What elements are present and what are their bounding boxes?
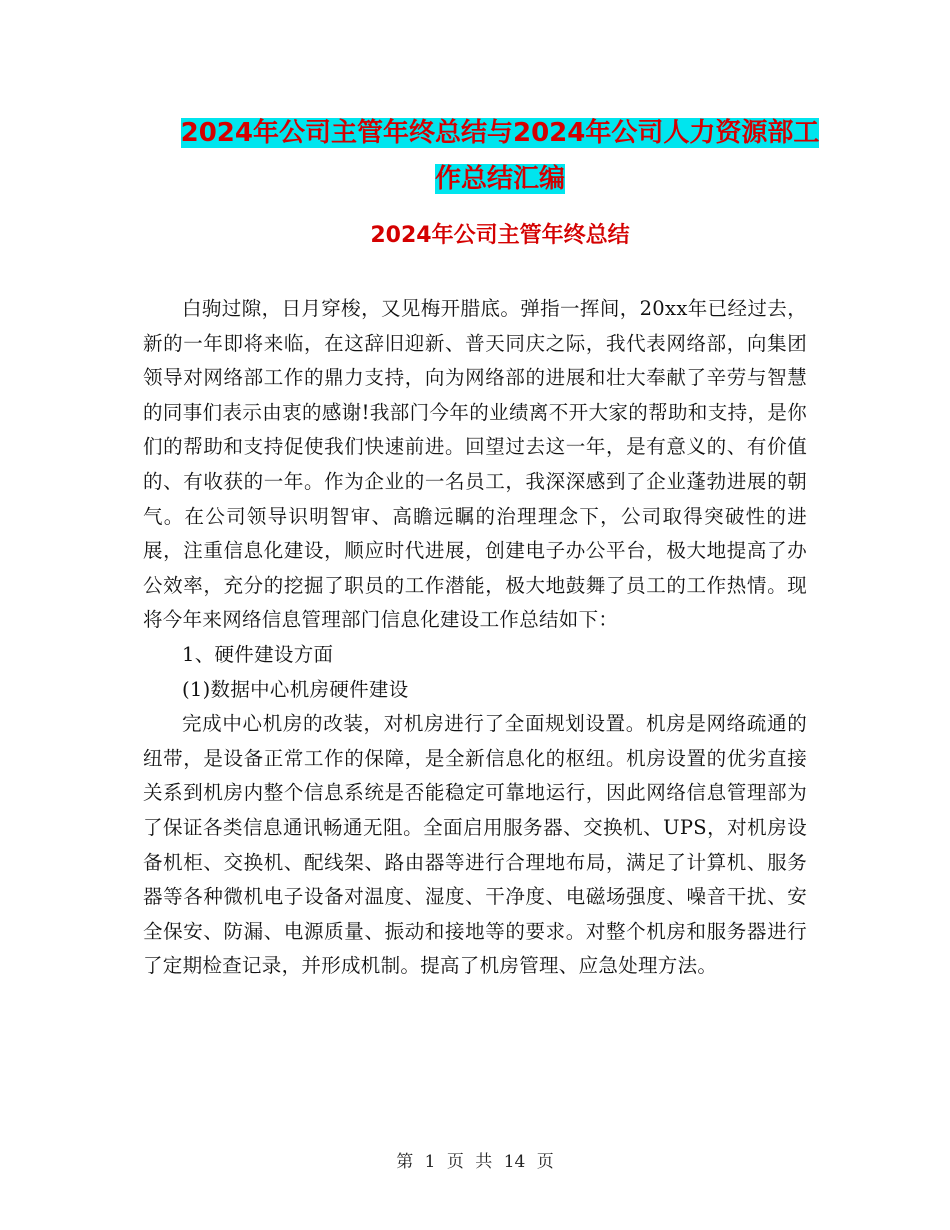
section-title: 2024年公司主管年终总结 [370, 223, 630, 248]
paragraph-datacenter-details: 完成中心机房的改装，对机房进行了全面规划设置。机房是网络疏通的纽带，是设备正常工作的保障，是全新信息化的枢纽。机房设置的优劣直接关系到机房内整个信息系统是否能稳定可靠地运行，因此网络信息管理部为了保证各类信息通讯畅通无阻。全面启用服务器、交换机、UPS，对机房设备机柜、交换机、配线架、路由器等进行合理地布局，满足了计算机、服务器等各种微机电子设备对温度、湿度、干净度、电磁场强度、噪音干扰、安全保安、防漏、电源质量、振动和接地等的要求。对整个机房和服务器进行了定期检查记录，并形成机制。提高了机房管理、应急处理方法。 [143, 712, 807, 978]
paragraph-heading-hardware: 1、硬件建设方面 [182, 642, 334, 666]
document-title-line-1: 2024年公司主管年终总结与2024年公司人力资源部工 [180, 118, 820, 148]
paragraph-subheading-datacenter: (1)数据中心机房硬件建设 [182, 677, 409, 701]
document-title [140, 110, 860, 202]
document-title-line-2: 作总结汇编 [434, 164, 565, 194]
page-number-footer: 第 1 页 共 14 页 [396, 1152, 554, 1172]
paragraph-intro: 白驹过隙，日月穿梭，又见梅开腊底。弹指一挥间，20xx年已经过去，新的一年即将来临，在这辞旧迎新、普天同庆之际，我代表网络部，向集团领导对网络部工作的鼎力支持，向为网络部的进展和壮大奉献了辛劳与智慧的同事们表示由衷的感谢!我部门今年的业绩离不开大家的帮助和支持，是你们的帮助和支持促使我们快速前进。回望过去这一年，是有意义的、有价值的、有收获的一年。作为企业的一名员工，我深深感到了企业蓬勃进展的朝气。在公司领导识明智审、高瞻远瞩的治理理念下，公司取得突破性的进展，注重信息化建设，顺应时代进展，创建电子办公平台，极大地提高了办公效率，充分的挖掘了职员的工作潜能，极大地鼓舞了员工的工作热情。现将今年来网络信息管理部门信息化建设工作总结如下： [143, 297, 807, 632]
document-body [143, 292, 807, 984]
